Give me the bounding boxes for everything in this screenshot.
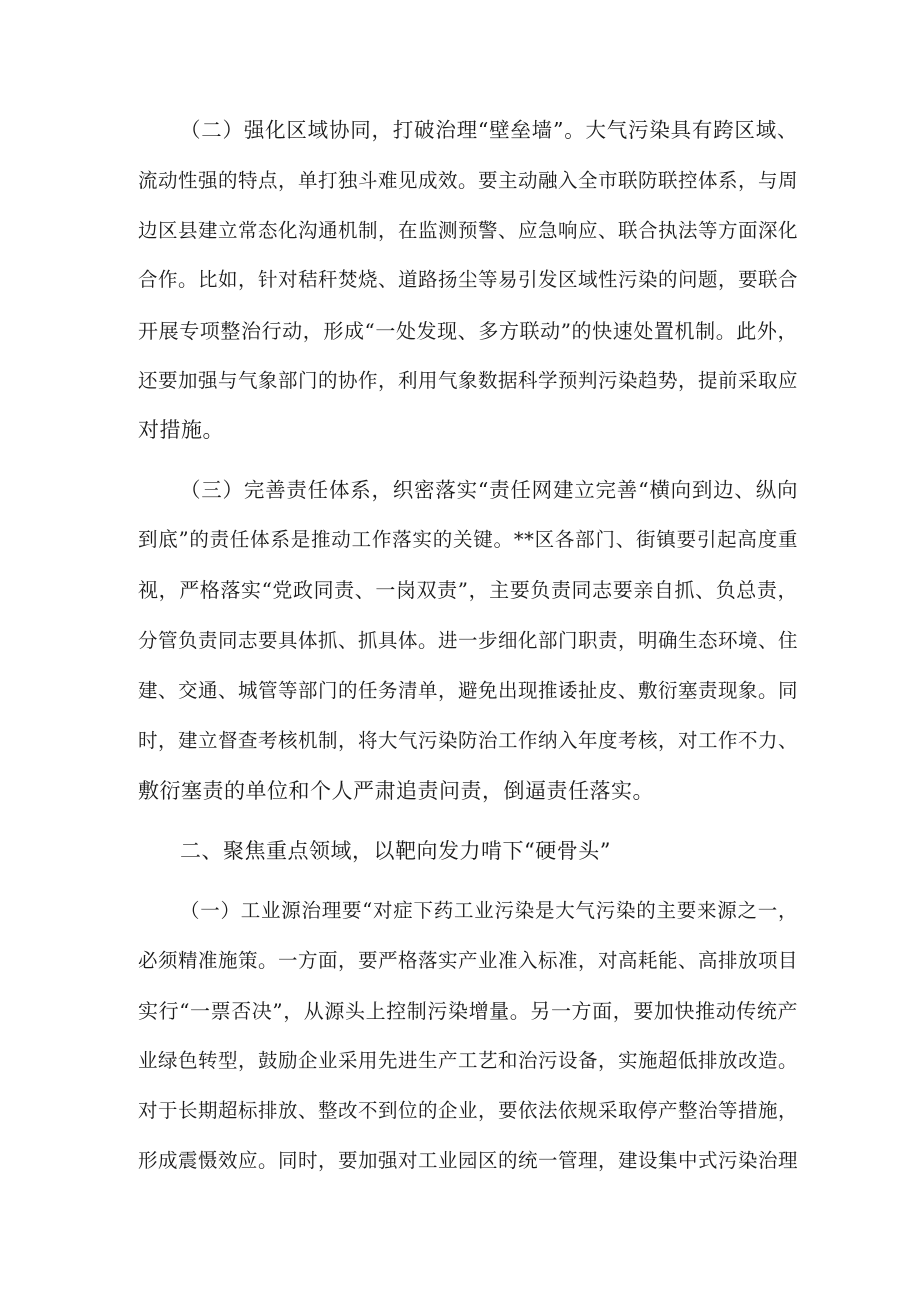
text-line: 边区县建立常态化沟通机制，在监测预警、应急响应、联合执法等方面深化 bbox=[138, 219, 799, 242]
text-line: 流动性强的特点，单打独斗难见成效。要主动融入全市联防联控体系，与周 bbox=[138, 169, 799, 192]
text-line: （三）完善责任体系，织密落实“责任网建立完善“横向到边、纵向 bbox=[180, 478, 798, 502]
text-line: 建、交通、城管等部门的任务清单，避免出现推诿扯皮、敷衍塞责现象。同 bbox=[138, 679, 799, 702]
text-line: 还要加强与气象部门的协作，利用气象数据科学预判污染趋势，提前采取应 bbox=[138, 369, 799, 392]
text-line: 分管负责同志要具体抓、抓具体。进一步细化部门职责，明确生态环境、住 bbox=[138, 629, 799, 652]
text-line: 对于长期超标排放、整改不到位的企业，要依法依规采取停产整治等措施， bbox=[138, 1099, 799, 1122]
text-line: 业绿色转型，鼓励企业采用先进生产工艺和治污设备，实施超低排放改造。 bbox=[138, 1049, 799, 1072]
text-line: 实行“一票否决”，从源头上控制污染增量。另一方面，要加快推动传统产 bbox=[138, 999, 798, 1023]
text-line: 视，严格落实“党政同责、一岗双责”，主要负责同志要亲自抓、负总责， bbox=[138, 578, 798, 602]
text-line: 合作。比如，针对秸秆焚烧、道路扬尘等易引发区域性污染的问题，要联合 bbox=[138, 268, 799, 291]
text-line: 时，建立督查考核机制，将大气污染防治工作纳入年度考核，对工作不力、 bbox=[138, 729, 799, 752]
text-line: 必须精准施策。一方面，要严格落实产业准入标准，对高耗能、高排放项目 bbox=[138, 949, 799, 972]
heading-text: 二、聚焦重点领域，以靶向发力啃下“硬骨头” bbox=[180, 839, 611, 863]
text-line: 到底”的责任体系是推动工作落实的关键。**区各部门、街镇要引起高度重 bbox=[138, 528, 798, 551]
text-line: 形成震慑效应。同时，要加强对工业园区的统一管理，建设集中式污染治理 bbox=[138, 1149, 799, 1172]
text-line: （一）工业源治理要“对症下药工业污染是大气污染的主要来源之一， bbox=[180, 899, 798, 922]
text-line: （二）强化区域协同，打破治理“壁垒墙”。大气污染具有跨区域、 bbox=[180, 118, 798, 142]
text-line: 敷衍塞责的单位和个人严肃追责问责，倒逼责任落实。 bbox=[138, 779, 654, 803]
text-line: 对措施。 bbox=[138, 418, 224, 442]
text-line: 开展专项整治行动，形成“一处发现、多方联动”的快速处置机制。此外， bbox=[138, 319, 798, 343]
